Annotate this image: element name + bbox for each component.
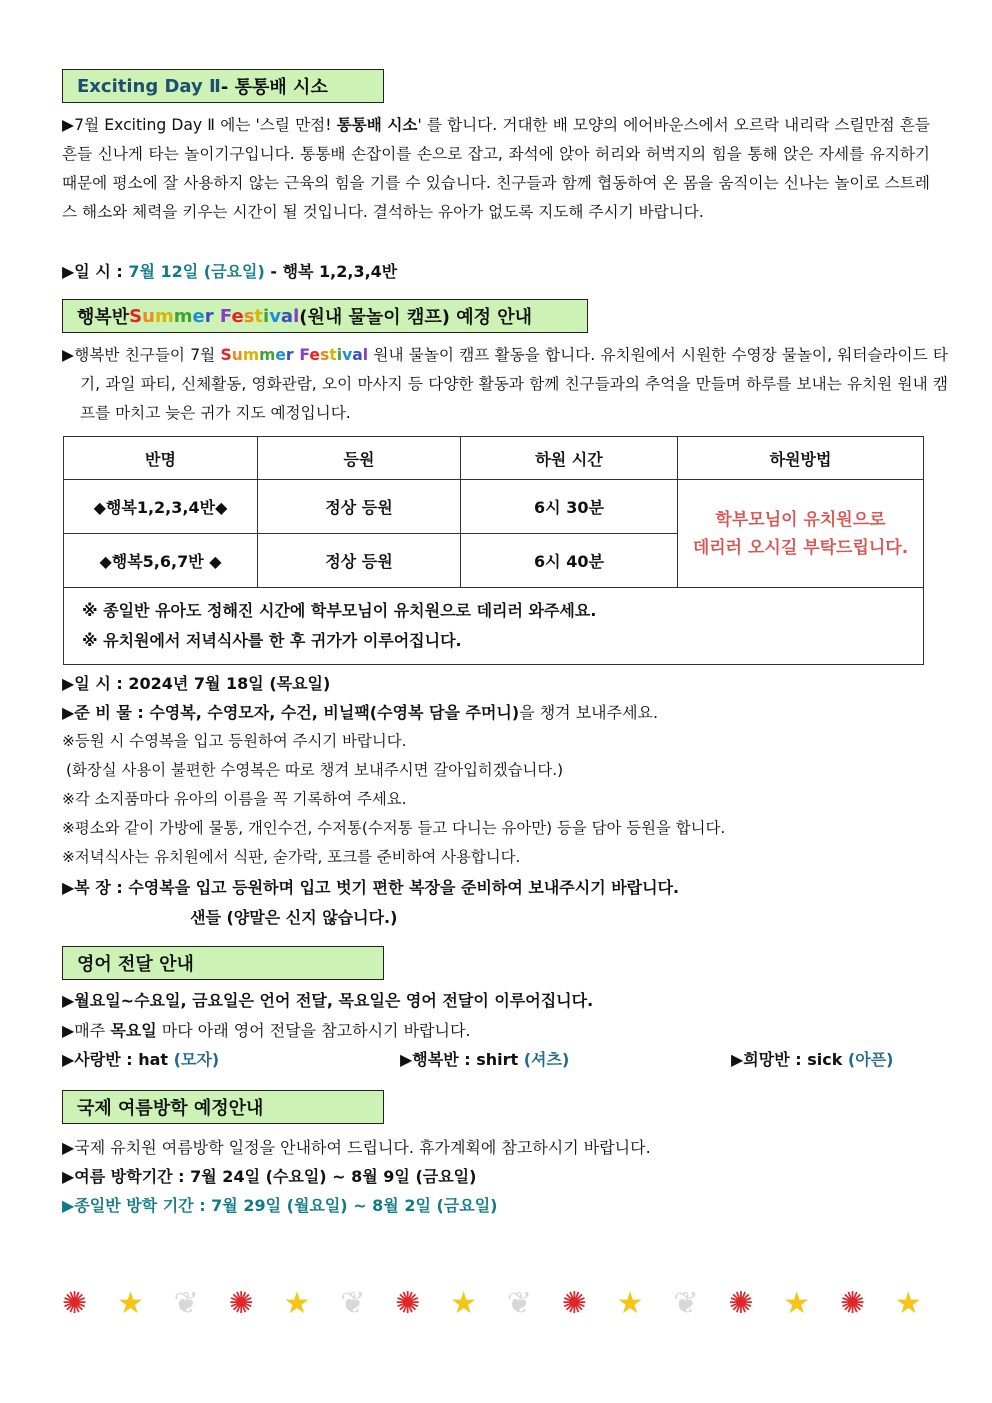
note-line: ※각 소지품마다 유아의 이름을 꼭 기록하여 주세요. — [62, 790, 407, 808]
festival-letter: s — [319, 346, 330, 364]
festival-letter: a — [352, 346, 363, 364]
english-word-saranghan — [62, 1045, 219, 1074]
crab-icon: ✺ — [395, 1286, 421, 1321]
section-title: 영어 전달 안내 — [77, 954, 194, 975]
festival-letter: F — [299, 346, 310, 364]
festival-letter: t — [254, 305, 264, 327]
table-cell-class: ◆행복5,6,7반 ◆ — [64, 534, 258, 588]
date-value: 7월 12일 (금요일) — [128, 262, 265, 281]
table-row — [64, 480, 924, 534]
festival-letter: S — [220, 346, 232, 364]
shell-icon: ❦ — [506, 1286, 532, 1321]
festival-letter: F — [219, 305, 232, 327]
star-icon: ★ — [783, 1286, 811, 1321]
dress-code-line-2: 샌들 (양말은 신지 않습니다.) — [190, 908, 398, 927]
festival-letter: s — [243, 305, 255, 327]
table-header: 반명 — [64, 437, 258, 480]
crab-icon: ✺ — [839, 1286, 866, 1321]
festival-letter: u — [142, 305, 155, 327]
festival-letter: r — [204, 305, 214, 327]
shell-icon: ❦ — [673, 1286, 699, 1321]
festival-date: ▶일 시 : 2024년 7월 18일 (목요일) — [62, 674, 331, 693]
section-title: 국제 여름방학 예정안내 — [77, 1098, 264, 1119]
star-icon: ★ — [116, 1286, 144, 1321]
festival-letter: m — [154, 305, 174, 327]
word-meaning: (셔츠) — [523, 1050, 570, 1069]
section-title-pre: 행복반 — [77, 307, 130, 328]
festival-letter: v — [342, 346, 353, 364]
vacation-line-1: ▶국제 유치원 여름방학 일정을 안내하여 드립니다. 휴가계획에 참고하시기 바랍니다. — [62, 1138, 651, 1157]
dress-code-line: ▶복 장 : 수영복을 입고 등원하며 입고 벗기 편한 복장을 준비하여 보내주시기 바랍니다. — [62, 878, 680, 897]
word-label: ▶사랑반 : hat — [62, 1050, 174, 1069]
paragraph-text: ▶행복반 친구들이 7월 — [62, 346, 221, 364]
festival-letter: i — [336, 346, 343, 364]
section-header-vacation — [62, 1090, 384, 1124]
star-icon: ★ — [616, 1286, 644, 1321]
section-title-en: Exciting Day Ⅱ — [77, 75, 221, 97]
line-bold: 목요일 — [110, 1021, 157, 1040]
table-header: 하원 시간 — [461, 437, 678, 480]
festival-letter: r — [285, 346, 294, 364]
crab-icon: ✺ — [62, 1286, 88, 1321]
word-meaning: (아픈) — [847, 1050, 894, 1069]
pickup-line-1: 학부모님이 유치원으로 — [715, 509, 886, 530]
table-cell-class: ◆행복1,2,3,4반◆ — [64, 480, 258, 534]
festival-letter: l — [293, 305, 300, 327]
star-icon: ★ — [283, 1286, 311, 1321]
festival-letter: u — [231, 346, 243, 364]
festival-letter: e — [275, 346, 286, 364]
section-title-post: (원내 물놀이 캠프) 예정 안내 — [299, 307, 533, 328]
shell-icon: ❦ — [340, 1286, 366, 1321]
note-line: ※저녁식사는 유치원에서 식판, 숟가락, 포크를 준비하여 사용합니다. — [62, 848, 521, 866]
table-cell-time: 6시 30분 — [461, 480, 678, 534]
table-header: 하원방법 — [678, 437, 924, 480]
table-note-row — [64, 588, 924, 665]
word-label: ▶희망반 : sick — [731, 1050, 848, 1069]
star-icon: ★ — [894, 1286, 922, 1321]
festival-letter: e — [192, 305, 205, 327]
paragraph-text-rest: 원내 물놀이 캠프 활동을 합니다. 유치원에서 시원한 수영장 물놀이, 워터슬라이드 타기, 과일 파티, 신체활동, 영화관람, 오이 마사지 등 다양한 활동과 함께 친구들과의 추억을 만들며 하루를 보내는 유치원 원내 캠프를 마치고 늦은 귀가 지도 예정입니다. — [80, 346, 948, 422]
festival-letter: l — [362, 346, 369, 364]
exciting-day-paragraph — [62, 111, 930, 227]
crab-icon: ✺ — [561, 1286, 587, 1321]
festival-paragraph — [62, 341, 948, 428]
pickup-line-2: 데리러 오시길 부탁드립니다. — [692, 537, 909, 558]
festival-letter: e — [231, 305, 244, 327]
english-line-1: ▶월요일~수요일, 금요일은 언어 전달, 목요일은 영어 전달이 이루어집니다. — [62, 991, 594, 1010]
festival-letter: a — [280, 305, 294, 327]
date-class: - 행복 1,2,3,4반 — [264, 262, 398, 281]
crab-icon: ✺ — [728, 1286, 754, 1321]
note-line: ※평소와 같이 가방에 물통, 개인수건, 수저통(수저통 들고 다니는 유아만) 등을 담아 등원을 합니다. — [62, 819, 726, 837]
festival-rainbow-inline — [220, 346, 368, 364]
english-word-huimang — [731, 1045, 893, 1074]
word-label: ▶행복반 : shirt — [400, 1050, 524, 1069]
festival-letter: i — [263, 305, 270, 327]
line-text-rest: 마다 아래 영어 전달을 참고하시기 바랍니다. — [156, 1021, 471, 1040]
schedule-table — [63, 436, 924, 665]
note-line: (화장실 사용이 불편한 수영복은 따로 챙겨 보내주시면 갈아입히겠습니다.) — [66, 761, 564, 779]
vacation-line-2: ▶여름 방학기간 : 7월 24일 (수요일) ~ 8월 9일 (금요일) — [62, 1167, 477, 1186]
note-line-1: ※ 종일반 유아도 정해진 시간에 학부모님이 유치원으로 데리러 와주세요. — [82, 601, 597, 620]
shell-icon: ❦ — [173, 1286, 199, 1321]
word-meaning: (모자) — [173, 1050, 220, 1069]
paragraph-bold: 통통배 시소 — [336, 116, 418, 134]
festival-letter: t — [329, 346, 337, 364]
paragraph-text: ▶7월 Exciting Day Ⅱ 에는 '스릴 만점! — [62, 116, 337, 134]
festival-letter: S — [129, 305, 143, 327]
english-line-2 — [62, 1016, 471, 1045]
english-word-haengbok — [400, 1045, 569, 1074]
note-line: ※등원 시 수영복을 입고 등원하여 주시기 바랍니다. — [62, 732, 407, 750]
table-cell-pickup — [678, 480, 924, 588]
festival-rainbow-title — [129, 306, 299, 327]
supplies-bold: ▶준 비 물 : 수영복, 수영모자, 수건, 비닐팩(수영복 담을 주머니) — [62, 703, 520, 722]
table-header-row — [64, 437, 924, 480]
vacation-line-3: ▶종일반 방학 기간 : 7월 29일 (월요일) ~ 8월 2일 (금요일) — [62, 1196, 498, 1215]
exciting-day-date — [62, 257, 397, 286]
section-header-exciting-day — [62, 69, 384, 103]
table-cell-arrival: 정상 등원 — [258, 480, 461, 534]
table-note — [64, 588, 924, 665]
festival-letter: m — [242, 346, 260, 364]
paragraph-text-rest: ' 를 합니다. 거대한 배 모양의 에어바운스에서 오르락 내리락 스릴만점 흔들흔들 신나게 타는 놀이기구입니다. 통통배 손잡이를 손으로 잡고, 좌석에 앉아 허리와 허벅지의 힘을 통해 앉은 자세를 유지하기 때문에 평소에 잘 사용하지 않는 근육의 힘을 기를 수 있습니다. 친구들과 함께 협동하여 온 몸을 움직이는 신나는 놀이로 스트레스 해소와 체력을 키우는 시간이 될 것입니다. 결석하는 유아가 없도록 지도해 주시기 바랍니다. — [62, 116, 931, 221]
date-label: ▶일 시 : — [62, 262, 129, 281]
festival-letter: m — [173, 305, 193, 327]
table-cell-arrival: 정상 등원 — [258, 534, 461, 588]
section-header-summer-festival — [62, 299, 588, 333]
decorative-border — [62, 1284, 922, 1324]
festival-letter: e — [309, 346, 320, 364]
supplies-rest: 을 챙겨 보내주세요. — [519, 703, 659, 722]
note-line-2: ※ 유치원에서 저녁식사를 한 후 귀가가 이루어집니다. — [82, 631, 462, 650]
crab-icon: ✺ — [228, 1286, 254, 1321]
table-cell-time: 6시 40분 — [461, 534, 678, 588]
festival-letter: m — [259, 346, 276, 364]
festival-letter: v — [269, 305, 281, 327]
section-header-english — [62, 946, 384, 980]
star-icon: ★ — [450, 1286, 477, 1321]
line-text: ▶매주 — [62, 1021, 111, 1040]
section-title-ko: - 통통배 시소 — [220, 77, 328, 98]
table-header: 등원 — [258, 437, 461, 480]
festival-supplies — [62, 698, 658, 727]
